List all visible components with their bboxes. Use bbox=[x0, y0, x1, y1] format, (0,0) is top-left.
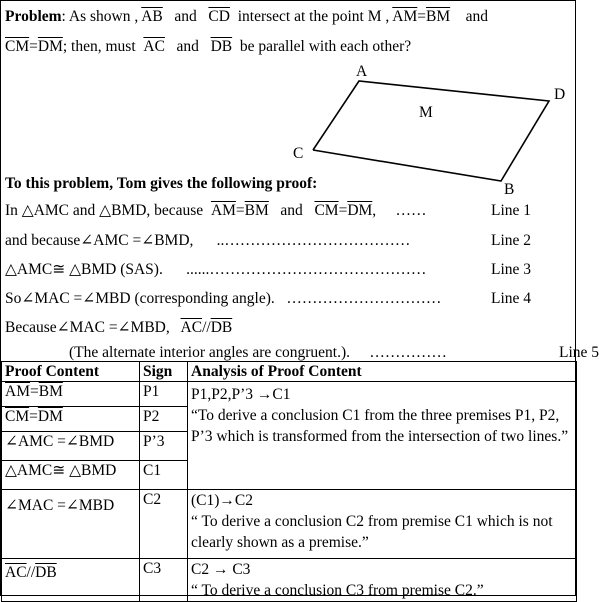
problem-label: Problem bbox=[5, 8, 62, 25]
line-text: In △AMC and △BMD, because bbox=[5, 202, 204, 219]
problem-text: : As shown , bbox=[61, 8, 139, 25]
header-proof-content: Proof Content bbox=[2, 362, 140, 382]
line-tag: Line 5 bbox=[559, 344, 599, 361]
header-analysis: Analysis of Proof Content bbox=[188, 362, 577, 382]
segment-cm: $\overline{CM}$ bbox=[314, 202, 339, 219]
leader-dots: ………………………… bbox=[286, 290, 442, 307]
segment-cd: $\overline{CD}$ bbox=[208, 8, 230, 25]
content-cell: △AMC≅ △BMD bbox=[2, 461, 140, 490]
table-row bbox=[2, 559, 577, 602]
line-tag: Line 3 bbox=[491, 261, 532, 278]
leader-dots: ..……………………………… bbox=[216, 232, 411, 249]
equals-sign: = bbox=[29, 38, 38, 55]
segment-db: $\overline{DB}$ bbox=[210, 38, 233, 55]
leader-dots: ......…………………………………… bbox=[186, 261, 427, 278]
line-tag: Line 2 bbox=[491, 232, 532, 249]
segment-am: $\overline{AM}$ bbox=[5, 383, 30, 400]
content-cell: ∠MAC =∠MBD bbox=[2, 490, 140, 559]
proof-line-4 bbox=[5, 289, 532, 309]
sign-cell: C1 bbox=[140, 461, 188, 490]
segment-ab: $\overline{AB}$ bbox=[141, 8, 163, 25]
line-text: and because∠AMC =∠BMD, bbox=[5, 232, 194, 249]
proof-line-3 bbox=[5, 260, 532, 280]
sign-cell: C2 bbox=[140, 490, 188, 559]
problem-text: ; then, must bbox=[62, 38, 136, 55]
segment-bm: $\overline{BM}$ bbox=[244, 202, 269, 219]
segment-bm: $\overline{BM}$ bbox=[38, 383, 63, 400]
equals-sign: = bbox=[235, 202, 245, 219]
segment-db: $\overline{DB}$ bbox=[210, 319, 233, 336]
line-text: Because∠MAC =∠MBD, bbox=[5, 319, 170, 336]
label-m: M bbox=[419, 104, 433, 121]
analysis-head: C2 → C3 bbox=[191, 561, 251, 578]
segment-dm: $\overline{DM}$ bbox=[347, 202, 373, 219]
proof-analysis-table bbox=[1, 361, 577, 602]
leader-dots: …………… bbox=[369, 344, 447, 361]
sign-cell: P1 bbox=[140, 382, 188, 407]
line-text: So∠MAC =∠MBD (corresponding angle). bbox=[5, 290, 275, 307]
conj: and bbox=[465, 8, 489, 25]
segment-bm: $\overline{BM}$ bbox=[426, 8, 451, 25]
proof-line-5 bbox=[5, 318, 232, 338]
segment-dm: $\overline{DM}$ bbox=[37, 408, 63, 425]
proof-line-1 bbox=[5, 201, 532, 221]
table-row bbox=[2, 382, 577, 407]
segment-dm: $\overline{DM}$ bbox=[37, 38, 63, 55]
equals-sign: = bbox=[417, 8, 427, 25]
segment-ac: $\overline{AC}$ bbox=[5, 564, 27, 581]
analysis-cell bbox=[188, 382, 577, 490]
content-cell: ∠AMC =∠BMD bbox=[2, 432, 140, 461]
segment-ac: $\overline{AC}$ bbox=[143, 38, 165, 55]
content-cell bbox=[2, 407, 140, 432]
proof-line-2 bbox=[5, 231, 532, 251]
label-d: D bbox=[554, 86, 566, 103]
segment-am: $\overline{AM}$ bbox=[392, 8, 418, 25]
parallel-sign: // bbox=[202, 319, 211, 336]
line-tag: Line 4 bbox=[491, 290, 532, 307]
line-tag: Line 1 bbox=[491, 202, 532, 219]
geometry-figure bbox=[1, 1, 577, 201]
analysis-head: P1,P2,P’3 →C1 bbox=[191, 386, 291, 403]
segment-c-a-m-d bbox=[313, 81, 549, 181]
label-a: A bbox=[356, 63, 368, 80]
conj: and bbox=[280, 202, 303, 219]
parallel-sign: // bbox=[26, 564, 36, 581]
equals-sign: = bbox=[29, 408, 38, 425]
content-cell bbox=[2, 559, 140, 602]
analysis-cell bbox=[188, 559, 577, 602]
table-header-row bbox=[2, 362, 577, 382]
analysis-body: “ To derive a conclusion C2 from premise C1 which is not clearly shown as a premise.” bbox=[191, 513, 553, 551]
segment-cm: $\overline{CM}$ bbox=[5, 408, 30, 425]
punct: , bbox=[372, 202, 377, 219]
heading-text: To this problem, Tom gives the following proof: bbox=[5, 175, 318, 192]
segment-am: $\overline{AM}$ bbox=[210, 202, 236, 219]
analysis-head: (C1)→C2 bbox=[191, 492, 253, 509]
analysis-body: “ To derive a conclusion C3 from premise C2.” bbox=[191, 582, 484, 599]
equals-sign: = bbox=[338, 202, 348, 219]
equals-sign: = bbox=[29, 383, 39, 400]
segment-cm: $\overline{CM}$ bbox=[5, 38, 30, 55]
problem-text: intersect at the point M , bbox=[237, 8, 390, 25]
line-text: (The alternate interior angles are congruent.). bbox=[69, 344, 351, 361]
sign-cell: P’3 bbox=[140, 432, 188, 461]
label-c: C bbox=[293, 145, 304, 162]
content-cell bbox=[2, 382, 140, 407]
tom-proof-heading bbox=[5, 174, 317, 194]
sign-cell: C3 bbox=[140, 559, 188, 602]
proof-line-5-reason bbox=[69, 343, 599, 363]
conj: and bbox=[176, 38, 199, 55]
analysis-body: “To derive a conclusion C1 from the three premises P1, P2, P’3 which is transformed from the intersection of two lines.” bbox=[191, 407, 569, 445]
problem-text: be parallel with each other? bbox=[239, 38, 412, 55]
header-sign: Sign bbox=[140, 362, 188, 382]
segment-db: $\overline{DB}$ bbox=[35, 564, 57, 581]
segment-ac: $\overline{AC}$ bbox=[180, 319, 203, 336]
conj: and bbox=[174, 8, 197, 25]
line-text: △AMC≅ △BMD (SAS). bbox=[5, 261, 163, 278]
label-b: B bbox=[504, 181, 515, 198]
sign-cell: P2 bbox=[140, 407, 188, 432]
table-row bbox=[2, 490, 577, 559]
analysis-cell bbox=[188, 490, 577, 559]
leader-dots: …… bbox=[395, 202, 427, 219]
